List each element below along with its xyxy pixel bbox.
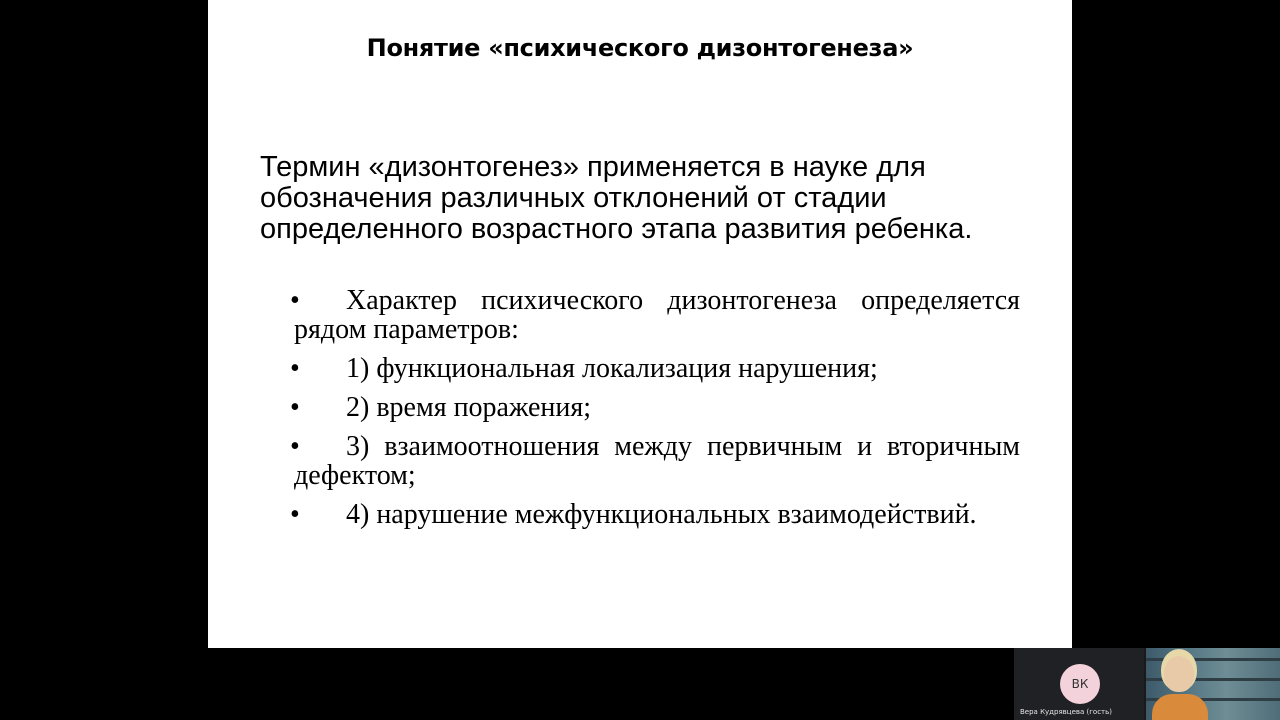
bullet-text: Характер психического дизонтогенеза определяется рядом параметров:: [294, 285, 1020, 345]
slide-bullet-list: [290, 286, 1020, 539]
bullet-text: 2) время поражения;: [346, 392, 592, 423]
participant-video-strip: [1014, 648, 1280, 720]
bullet-text: 1) функциональная локализация нарушения;: [346, 353, 878, 384]
participant-tile-guest[interactable]: [1014, 648, 1144, 720]
bullet-text: 3) взаимоотношения между первичным и вторичным дефектом;: [294, 431, 1020, 491]
participant-name: Вера Кудрявцева (гость): [1020, 708, 1112, 716]
bullet-icon: •: [290, 499, 300, 530]
list-item: [290, 500, 1020, 529]
camera-person-body: [1152, 694, 1208, 720]
list-item: [290, 354, 1020, 383]
bullet-text: 4) нарушение межфункциональных взаимодействий.: [346, 499, 977, 530]
slide-title: Понятие «психического дизонтогенеза»: [366, 34, 914, 62]
bullet-icon: •: [290, 353, 300, 384]
bullet-icon: •: [290, 285, 300, 316]
background-shelf: [1146, 658, 1280, 661]
camera-person-head: [1164, 656, 1194, 692]
presentation-slide: [208, 0, 1072, 648]
list-item: [290, 286, 1020, 344]
slide-intro-text: Термин «дизонтогенез» применяется в науке для обозначения различных отклонений от стадии определенного возрастного этапа развития ребенка.: [260, 151, 973, 245]
bullet-icon: •: [290, 431, 300, 462]
bullet-icon: •: [290, 392, 300, 423]
participant-tile-camera[interactable]: [1146, 648, 1280, 720]
avatar: ВК: [1060, 664, 1100, 704]
list-item: [290, 432, 1020, 490]
list-item: [290, 393, 1020, 422]
